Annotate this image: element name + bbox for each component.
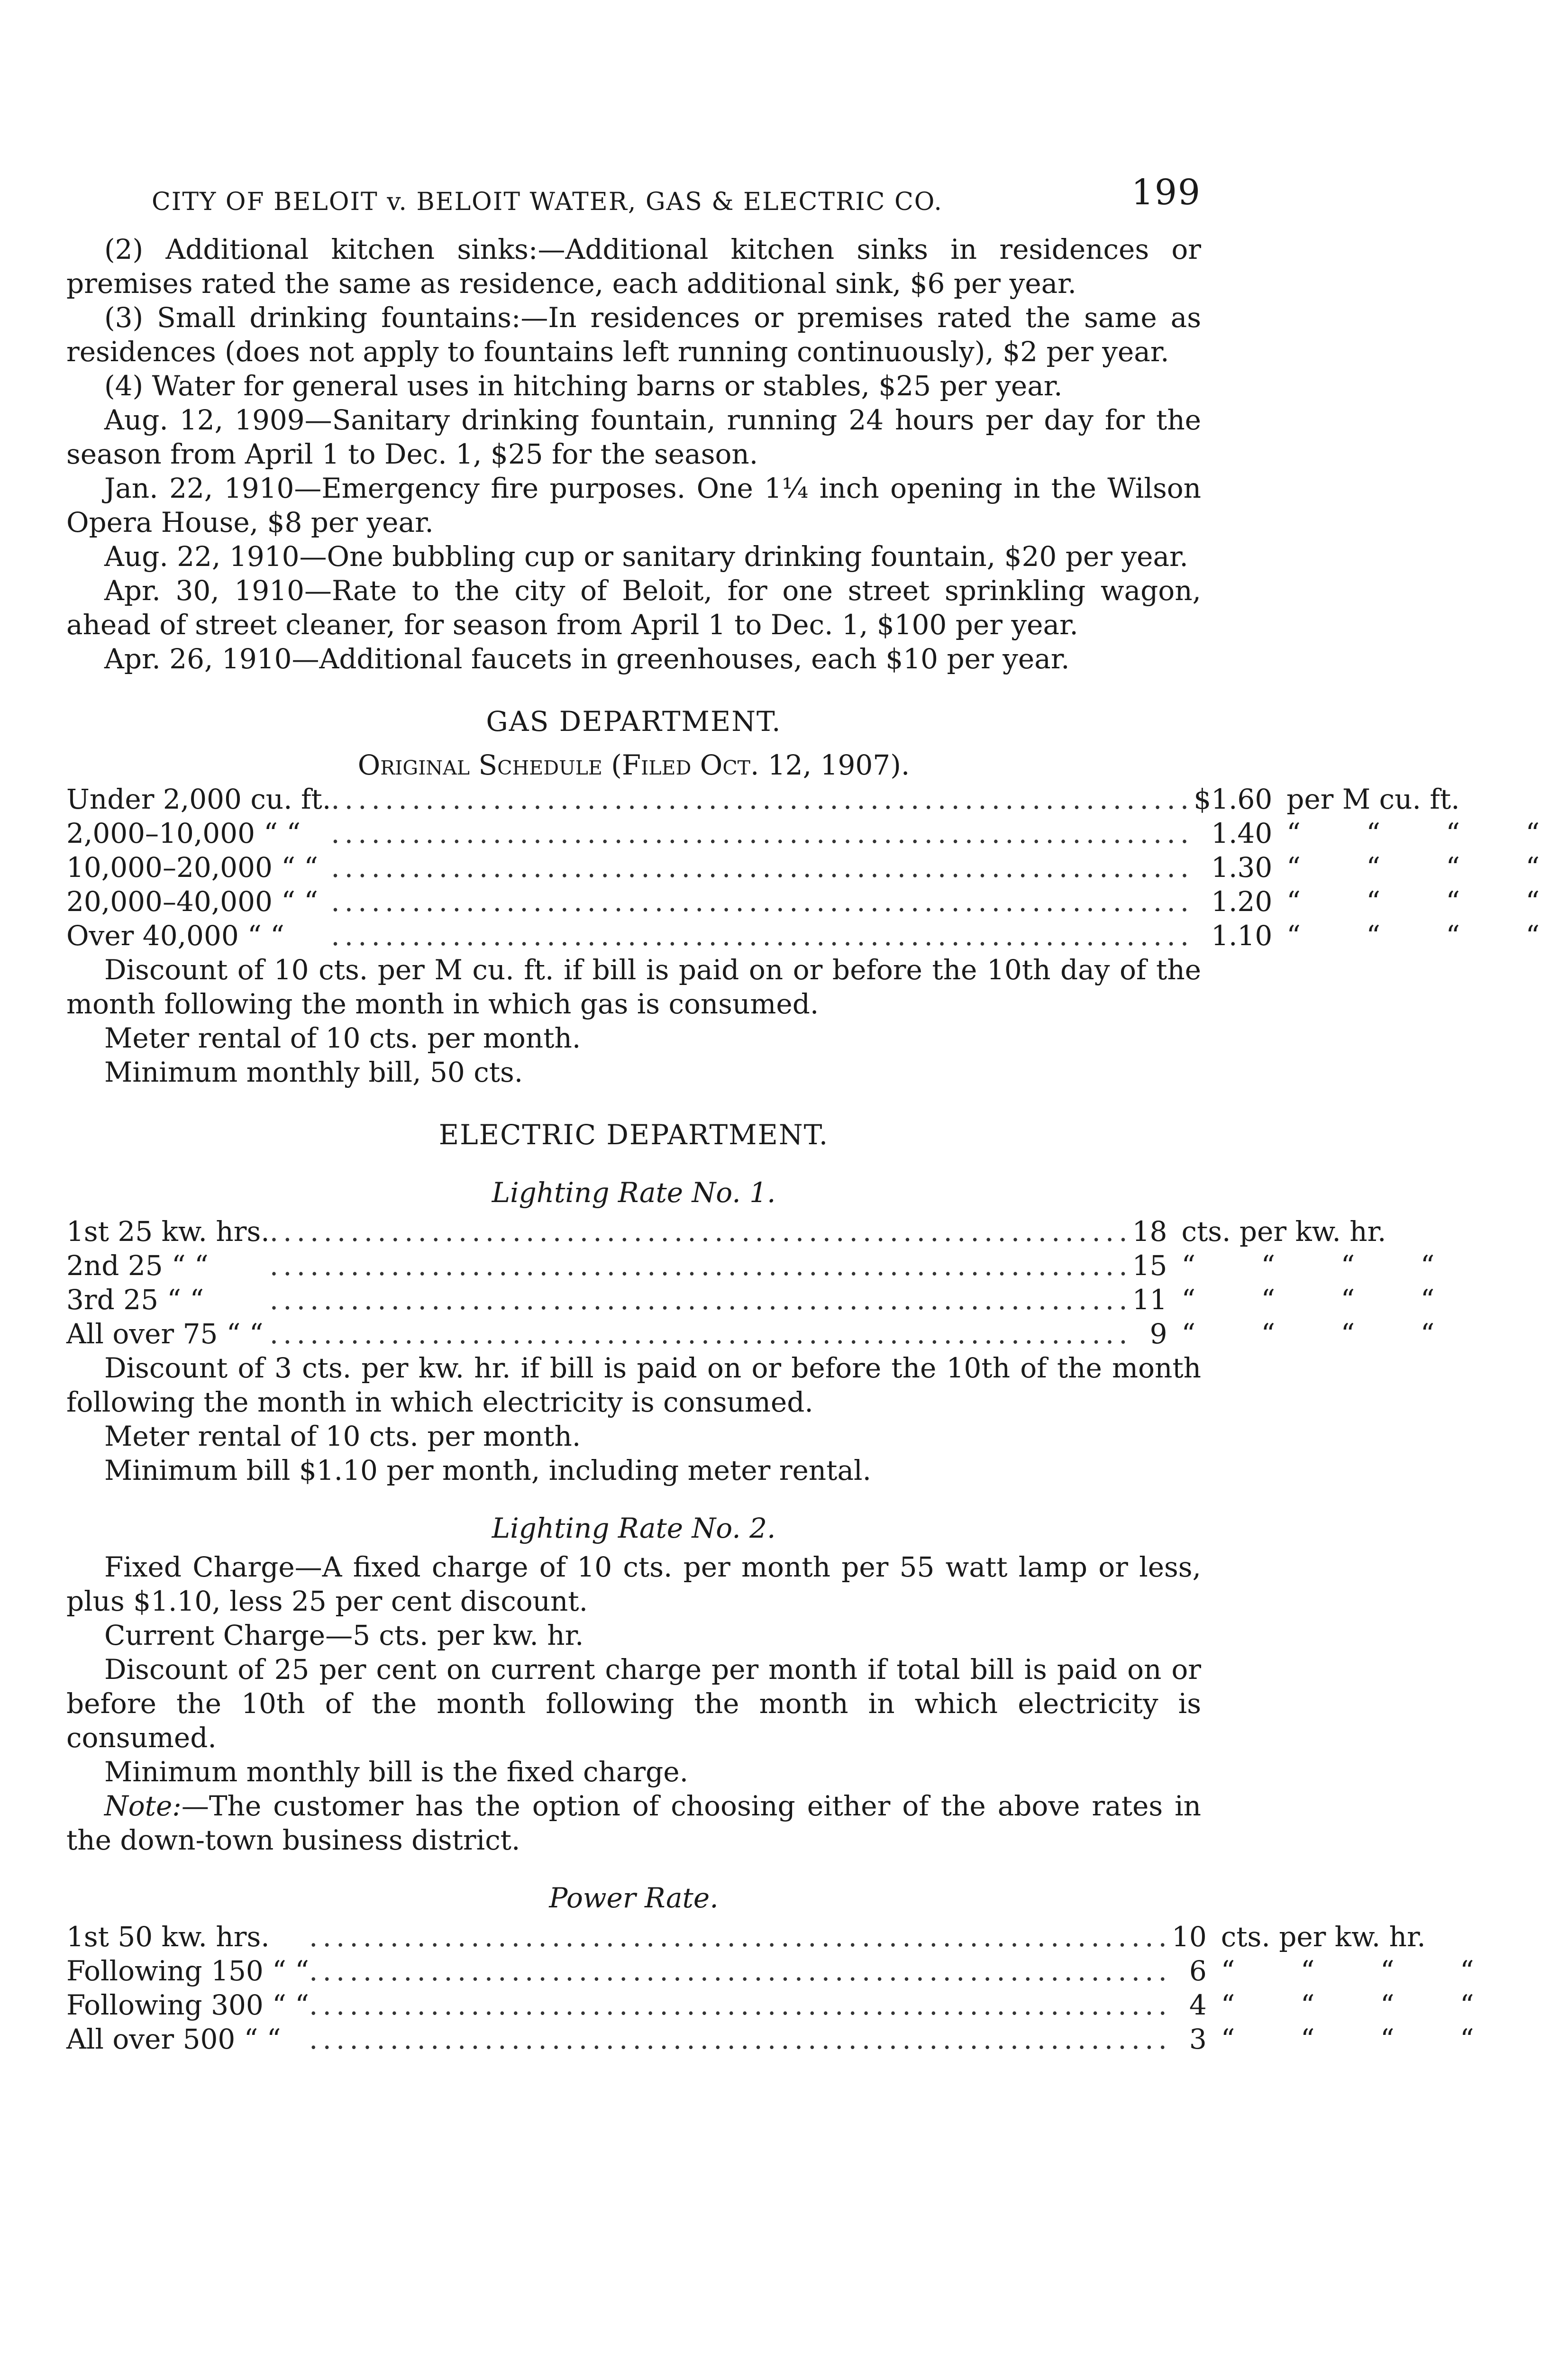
- leader-dots: ................................................................: [309, 1989, 1172, 2021]
- rate-value: $1.60: [1194, 783, 1273, 815]
- rate-value: 1.10: [1211, 920, 1273, 952]
- rate-label: 20,000–40,000 “ “: [66, 885, 319, 918]
- paragraph: (2) Additional kitchen sinks:—Additional kitchen sinks in residences or premises rated the same as residence, each additional sink, $6 per year.: [66, 233, 1201, 300]
- rate-unit: cts. per kw. hr.: [1221, 1921, 1426, 1953]
- rate-label: Under 2,000 cu. ft.: [66, 783, 331, 815]
- rate-label: Following 150 “ “: [66, 1955, 310, 1987]
- subsection-heading: Lighting Rate No. 1.: [492, 1176, 776, 1209]
- paragraph: Minimum monthly bill, 50 cts.: [104, 1056, 523, 1088]
- rate-value: 1.40: [1211, 817, 1273, 849]
- table-row: [66, 1988, 1503, 2022]
- gas-rate-table: [66, 782, 1568, 953]
- table-row: [66, 919, 1568, 953]
- rate-label: Over 40,000 “ “: [66, 920, 284, 952]
- table-row: [66, 1214, 1463, 1249]
- leader-dots: ................................................................: [331, 851, 1194, 884]
- schedule-heading: Original Schedule (Filed Oct. 12, 1907).: [357, 749, 910, 781]
- rate-value: 4: [1189, 1989, 1207, 2021]
- paragraph: (4) Water for general uses in hitching barns or stables, $25 per year.: [104, 370, 1063, 402]
- rate-value: 11: [1132, 1284, 1167, 1316]
- rate-unit: per M cu. ft.: [1286, 783, 1460, 815]
- paragraph: Jan. 22, 1910—Emergency fire purposes. One 1¼ inch opening in the Wilson Opera House, $8 per year.: [66, 472, 1201, 538]
- rate-unit: “ “ “ “: [1181, 1284, 1463, 1316]
- rate-label: 2nd 25 “ “: [66, 1249, 209, 1282]
- rate-value: 9: [1149, 1318, 1167, 1350]
- leader-dots: ................................................................: [331, 783, 1194, 815]
- paragraph: Aug. 12, 1909—Sanitary drinking fountain, running 24 hours per day for the season from April 1 to Dec. 1, $25 for the season.: [66, 404, 1201, 470]
- leader-dots: ................................................................: [269, 1318, 1132, 1350]
- leader-dots: ................................................................: [269, 1284, 1132, 1316]
- subsection-heading: Lighting Rate No. 2.: [492, 1512, 776, 1544]
- rate-label: 3rd 25 “ “: [66, 1284, 204, 1316]
- paragraph: Fixed Charge—A fixed charge of 10 cts. per month per 55 watt lamp or less, plus $1.10, less 25 per cent discount.: [66, 1551, 1201, 1617]
- rate-unit: “ “ “ “: [1286, 851, 1568, 884]
- table-row: [66, 782, 1568, 816]
- table-row: [66, 884, 1568, 919]
- leader-dots: ................................................................: [269, 1249, 1132, 1282]
- rate-unit: “ “ “ “: [1221, 1955, 1503, 1987]
- paragraph: Minimum bill $1.10 per month, including meter rental.: [104, 1454, 872, 1486]
- power-rate-table: [66, 1920, 1503, 2056]
- rate-unit: “ “ “ “: [1286, 817, 1568, 849]
- rate-label: 2,000–10,000 “ “: [66, 817, 301, 849]
- leader-dots: ................................................................: [309, 2023, 1172, 2055]
- note-paragraph: [66, 1789, 1201, 1857]
- paragraph: Discount of 3 cts. per kw. hr. if bill is paid on or before the 10th of the month following the month in which electricity is consumed.: [66, 1352, 1201, 1418]
- running-head: [66, 172, 1201, 232]
- subsection-heading: Power Rate.: [549, 1882, 719, 1914]
- rate-label: 1st 25 kw. hrs.: [66, 1215, 270, 1248]
- rate-label: 1st 50 kw. hrs.: [66, 1921, 270, 1953]
- rate-unit: cts. per kw. hr.: [1181, 1215, 1386, 1248]
- table-row: [66, 816, 1568, 850]
- rate-unit: “ “ “ “: [1286, 920, 1568, 952]
- rate-value: 10: [1171, 1921, 1207, 1953]
- paragraph: Current Charge—5 cts. per kw. hr.: [104, 1619, 584, 1651]
- table-row: [66, 1920, 1503, 1954]
- rate-unit: “ “ “ “: [1181, 1249, 1463, 1282]
- note-label: Note:: [104, 1790, 182, 1822]
- rate-value: 1.20: [1211, 885, 1273, 918]
- paragraph: Aug. 22, 1910—One bubbling cup or sanitary drinking fountain, $20 per year.: [104, 540, 1188, 573]
- note-text: —The customer has the option of choosing either of the above rates in the down-town business district.: [66, 1790, 1201, 1856]
- leader-dots: ................................................................: [309, 1921, 1172, 1953]
- rate-value: 15: [1132, 1249, 1167, 1282]
- rate-label: 10,000–20,000 “ “: [66, 851, 319, 884]
- leader-dots: ................................................................: [331, 817, 1194, 849]
- leader-dots: ................................................................: [269, 1215, 1132, 1248]
- rate-unit: “ “ “ “: [1286, 885, 1568, 918]
- table-row: [66, 2022, 1503, 2056]
- table-row: [66, 850, 1568, 884]
- rate-value: 1.30: [1211, 851, 1273, 884]
- paragraph: Discount of 25 per cent on current charge per month if total bill is paid on or before the 10th of the month following the month in which electricity is consumed.: [66, 1653, 1201, 1754]
- running-head-title: CITY OF BELOIT v. BELOIT WATER, GAS & ELECTRIC CO.: [152, 188, 943, 216]
- leader-dots: ................................................................: [309, 1955, 1172, 1987]
- rate-unit: “ “ “ “: [1181, 1318, 1463, 1350]
- paragraph: Discount of 10 cts. per M cu. ft. if bill is paid on or before the 10th day of the month following the month in which gas is consumed.: [66, 954, 1201, 1020]
- rate-value: 6: [1189, 1955, 1207, 1987]
- section-heading: ELECTRIC DEPARTMENT.: [438, 1119, 829, 1151]
- paragraph: (3) Small drinking fountains:—In residences or premises rated the same as residences (does not apply to fountains left running continuously), $2 per year.: [66, 301, 1201, 368]
- table-row: [66, 1283, 1463, 1317]
- leader-dots: ................................................................: [331, 885, 1194, 918]
- paragraph: Apr. 26, 1910—Additional faucets in greenhouses, each $10 per year.: [104, 643, 1070, 675]
- rate-value: 18: [1132, 1215, 1167, 1248]
- electric-department-section: [66, 1118, 1503, 2056]
- table-row: [66, 1317, 1463, 1351]
- rate-value: 3: [1189, 2023, 1207, 2055]
- paragraph: Meter rental of 10 cts. per month.: [104, 1022, 581, 1054]
- rate-unit: “ “ “ “: [1221, 2023, 1503, 2055]
- lighting-rate-1-table: [66, 1214, 1463, 1351]
- paragraph: Minimum monthly bill is the fixed charge.: [104, 1756, 689, 1788]
- table-row: [66, 1954, 1503, 1988]
- leader-dots: ................................................................: [331, 920, 1194, 952]
- page-number: 199: [1131, 172, 1201, 213]
- table-row: [66, 1249, 1463, 1283]
- rate-label: Following 300 “ “: [66, 1989, 310, 2021]
- water-rates-section: [66, 232, 1201, 676]
- rate-unit: “ “ “ “: [1221, 1989, 1503, 2021]
- rate-label: All over 500 “ “: [66, 2023, 281, 2055]
- section-heading: GAS DEPARTMENT.: [486, 705, 782, 738]
- paragraph: Apr. 30, 1910—Rate to the city of Beloit, for one street sprinkling wagon, ahead of street cleaner, for season from April 1 to Dec. 1, $100 per year.: [66, 574, 1201, 641]
- paragraph: Meter rental of 10 cts. per month.: [104, 1420, 581, 1452]
- rate-label: All over 75 “ “: [66, 1318, 264, 1350]
- gas-department-section: [66, 704, 1568, 1089]
